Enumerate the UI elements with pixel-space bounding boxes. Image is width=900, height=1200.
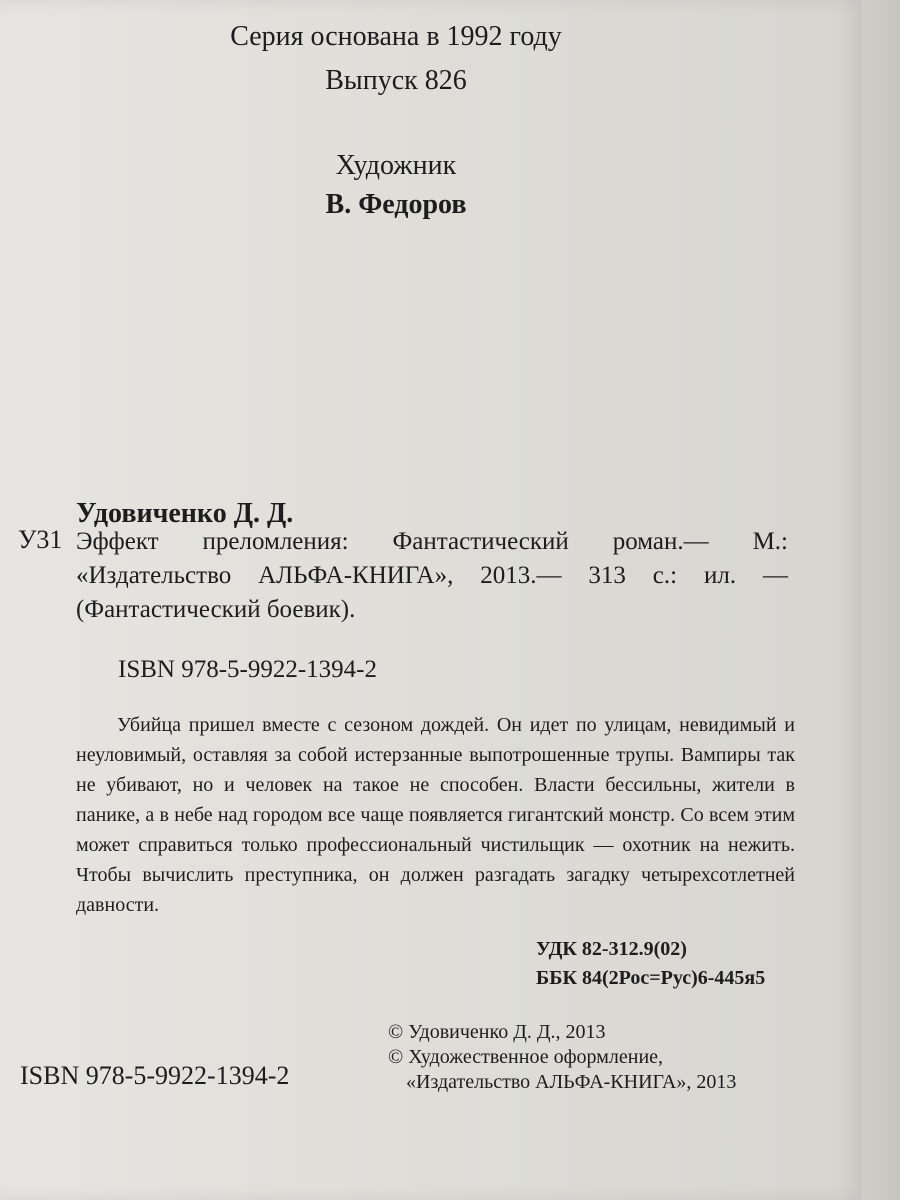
bbk-code: ББК 84(2Рос=Рус)6-445я5: [536, 967, 766, 989]
artist-label: Художник: [335, 150, 457, 181]
book-annotation: [76, 710, 795, 920]
catalog-entry: [76, 525, 788, 626]
bottom-isbn: ISBN 978-5-9922-1394-2: [20, 1061, 290, 1090]
catalog-author: Удовиченко Д. Д.: [76, 498, 294, 529]
copyright-block: [388, 1020, 736, 1095]
udc-code: УДК 82-312.9(02): [536, 938, 687, 960]
issue-number: Выпуск 826: [325, 65, 467, 96]
artist-name: В. Федоров: [325, 189, 467, 220]
catalog-entry-text: Эффект преломления: Фантастический роман.— М.: «Издательство АЛЬФА-КНИГА», 2013.— 313 с.: ил. — (Фантастический боевик).: [76, 528, 788, 623]
copyright-publisher: «Издательство АЛЬФА-КНИГА», 2013: [406, 1071, 737, 1093]
page-edge: [862, 0, 900, 1200]
copyright-author: © Удовиченко Д. Д., 2013: [388, 1021, 606, 1043]
catalog-code: У31: [18, 525, 63, 554]
catalog-isbn: ISBN 978-5-9922-1394-2: [118, 656, 378, 683]
classification-codes: [536, 935, 765, 993]
series-founded: Серия основана в 1992 году: [230, 21, 562, 52]
copyright-design: © Художественное оформление,: [388, 1046, 664, 1068]
annotation-text: Убийца пришел вместе с сезоном дождей. Он идет по улицам, невидимый и неуловимый, оставляя за собой истерзанные выпотрошенные трупы. Вампиры так не убивают, но и человек на такое не способен. Власти бессильны, жители в панике, а в небе над городом все чаще появляется гигантский монстр. Со всем этим может справиться только профессиональный чистильщик — охотник на нежить. Чтобы вычислить преступника, он должен разгадать загадку четырехсотлетней давности.: [76, 714, 795, 916]
